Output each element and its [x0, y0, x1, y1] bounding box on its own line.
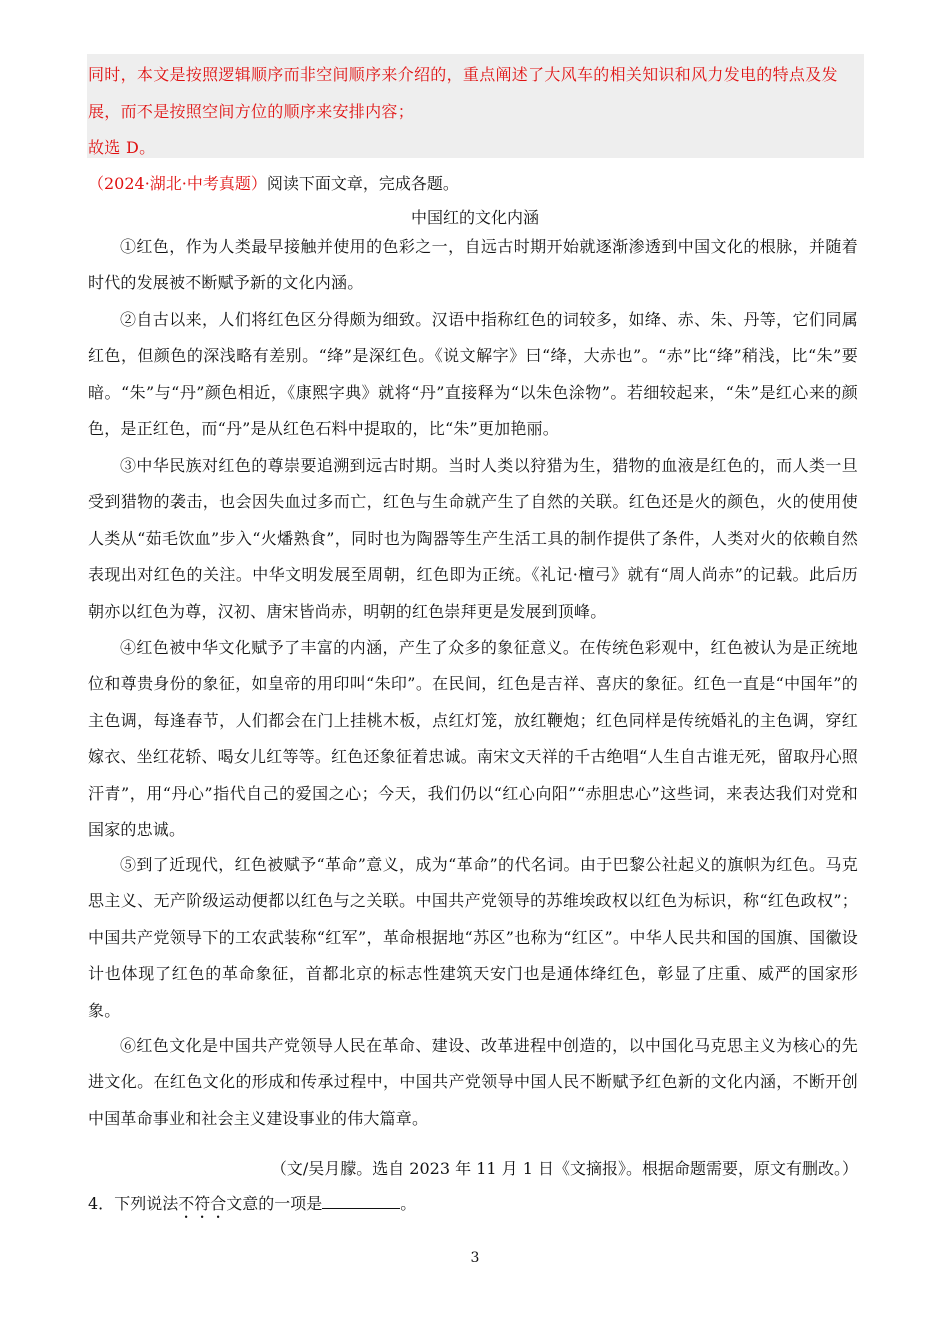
- paragraph-5: ⑤到了近现代，红色被赋予“革命”意义，成为“革命”的代名词。由于巴黎公社起义的旗帜为红色。马克思主义、无产阶级运动便都以红色与之关联。中国共产党领导的苏维埃政权以红色为标识，称“红色政权”；中国共产党领导下的工农武装称“红军”，革命根据地“苏区”也称为“红区”。中华人民共和国的国旗、国徽设计也体现了红色的革命象征，首都北京的标志性建筑天安门也是通体绛红色，彰显了庄重、威严的国家形象。: [88, 855, 858, 1020]
- source-instruction: 阅读下面文章，完成各题。: [266, 174, 459, 193]
- question-end: 。: [400, 1194, 417, 1213]
- answer-line-3: 故选 D。: [88, 138, 156, 157]
- article-title: 中国红的文化内涵: [410, 208, 539, 227]
- paragraph-1: ①红色，作为人类最早接触并使用的色彩之一，自远古时期开始就逐渐渗透到中国文化的根脉，并随着时代的发展被不断赋予新的文化内涵。: [88, 237, 858, 293]
- paragraph-6: ⑥红色文化是中国共产党领导人民在革命、建设、改革进程中创造的，以中国化马克思主义为核心的先进文化。在红色文化的形成和传承过程中，中国共产党领导中国人民不断赋予红色新的文化内涵，不断开创中国革命事业和社会主义建设事业的伟大篇章。: [88, 1036, 858, 1128]
- question-number: 4．: [88, 1194, 115, 1213]
- question-4: [88, 1191, 416, 1222]
- question-source: [88, 171, 459, 194]
- page-number: 3: [470, 1250, 480, 1266]
- paragraph-2: ②自古以来，人们将红色区分得颇为细致。汉语中指称红色的词较多，如绛、赤、朱、丹等，它们同属红色，但颜色的深浅略有差别。“绛”是深红色。《说文解字》曰“绛，大赤也”。“赤”比“绛”稍浅，比“朱”要暗。“朱”与“丹”颜色相近，《康熙字典》就将“丹”直接释为“以朱色涂物”。若细较起来，“朱”是红心来的颜色，是正红色，而“丹”是从红色石料中提取的，比“朱”更加艳丽。: [88, 310, 858, 439]
- question-suffix: 文意的一项是: [226, 1194, 323, 1213]
- article-citation: （文/吴月朦。选自 2023 年 11 月 1 日《文摘报》。根据命题需要，原文有删改。）: [270, 1159, 858, 1178]
- answer-line-2: 展，而不是按照空间方位的顺序来安排内容；: [88, 102, 415, 121]
- source-tag: （2024·湖北·中考真题）: [88, 174, 267, 193]
- answer-line-1: 同时，本文是按照逻辑顺序而非空间顺序来介绍的，重点阐述了大风车的相关知识和风力发电的特点及发: [88, 65, 838, 84]
- paragraph-4: ④红色被中华文化赋予了丰富的内涵，产生了众多的象征意义。在传统色彩观中，红色被认为是正统地位和尊贵身份的象征，如皇帝的用印叫“朱印”。在民间，红色是吉祥、喜庆的象征。红色一直是“中国年”的主色调，每逢春节，人们都会在门上挂桃木板，点红灯笼，放红鞭炮；红色同样是传统婚礼的主色调，穿红嫁衣、坐红花轿、喝女儿红等等。红色还象征着忠诚。南宋文天祥的千古绝唱“人生自古谁无死，留取丹心照汗青”，用“丹心”指代自己的爱国之心；今天，我们仍以“红心向阳”“赤胆忠心”这些词，来表达我们对党和国家的忠诚。: [88, 638, 858, 840]
- question-prefix: 下列说法: [114, 1194, 179, 1213]
- paragraph-3: ③中华民族对红色的尊崇要追溯到远古时期。当时人类以狩猎为生，猎物的血液是红色的，而人类一旦受到猎物的袭击，也会因失血过多而亡，红色与生命就产生了自然的关联。红色还是火的颜色，火的使用使人类从“茹毛饮血”步入“火燔熟食”，同时也为陶器等生产生活工具的制作提供了条件，人类对火的依赖自然表现出对红色的关注。中华文明发展至周朝，红色即为正统。《礼记·檀弓》就有“周人尚赤”的记载。此后历朝亦以红色为尊，汉初、唐宋皆尚赤，明朝的红色崇拜更是发展到顶峰。: [88, 456, 858, 621]
- answer-blank[interactable]: [322, 1194, 400, 1209]
- question-emphasis: 不符合: [178, 1194, 227, 1213]
